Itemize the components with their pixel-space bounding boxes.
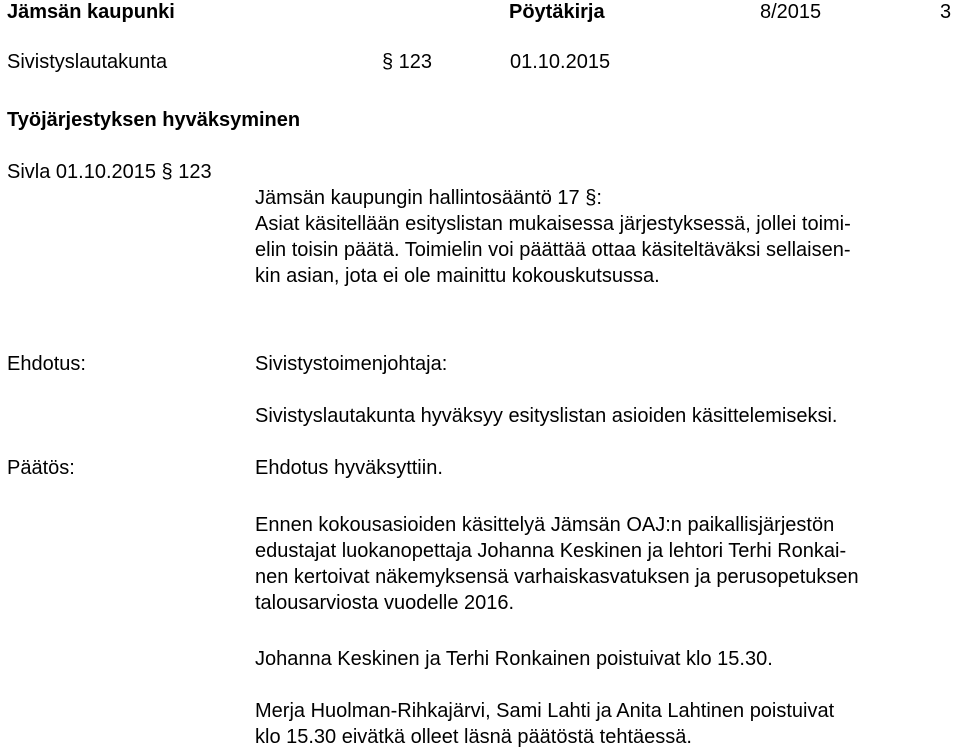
document-type: Pöytäkirja (509, 1, 605, 23)
paragraph-line: nen kertoivat näkemyksensä varhaiskasvatuksen ja perusopetuksen (255, 566, 859, 588)
decision-text: Ehdotus hyväksyttiin. (255, 457, 443, 479)
page-number: 3 (940, 1, 952, 23)
page-title: Työjärjestyksen hyväksyminen (7, 109, 301, 131)
proposal-presenter: Sivistystoimenjohtaja: (255, 353, 448, 375)
decision-paragraph-3 (255, 698, 955, 750)
proposal-label: Ehdotus: (7, 353, 86, 375)
decision-paragraph-1 (255, 512, 955, 616)
section-number: § 123 (382, 51, 433, 73)
paragraph-line: Ennen kokousasioiden käsittelyä Jämsän OAJ:n paikallisjärjestön (255, 514, 835, 536)
body-text (255, 185, 955, 289)
paragraph-line: edustajat luokanopettaja Johanna Keskinen ja lehtori Terhi Ronkai- (255, 540, 847, 562)
body-line: kin asian, jota ei ole mainittu kokouskutsussa. (255, 265, 660, 287)
history-reference: Sivla 01.10.2015 § 123 (7, 161, 212, 183)
proposal-text: Sivistyslautakunta hyväksyy esityslistan asioiden käsittelemiseksi. (255, 405, 838, 427)
committee-name: Sivistyslautakunta (7, 51, 168, 73)
organization-name: Jämsän kaupunki (7, 1, 175, 23)
body-line: elin toisin päätä. Toimielin voi päättää ottaa käsiteltäväksi sellaisen- (255, 239, 851, 261)
decision-paragraph-2: Johanna Keskinen ja Terhi Ronkainen poistuivat klo 15.30. (255, 648, 773, 670)
body-line: Asiat käsitellään esityslistan mukaisessa järjestyksessä, jollei toimi- (255, 213, 851, 235)
decision-label: Päätös: (7, 457, 75, 479)
document-number: 8/2015 (760, 1, 822, 23)
paragraph-line: talousarviosta vuodelle 2016. (255, 592, 515, 614)
body-line: Jämsän kaupungin hallintosääntö 17 §: (255, 187, 602, 209)
meeting-date: 01.10.2015 (510, 51, 611, 73)
paragraph-line: Merja Huolman-Rihkajärvi, Sami Lahti ja Anita Lahtinen poistuivat (255, 700, 835, 722)
paragraph-line: klo 15.30 eivätkä olleet läsnä päätöstä tehtäessä. (255, 726, 692, 748)
